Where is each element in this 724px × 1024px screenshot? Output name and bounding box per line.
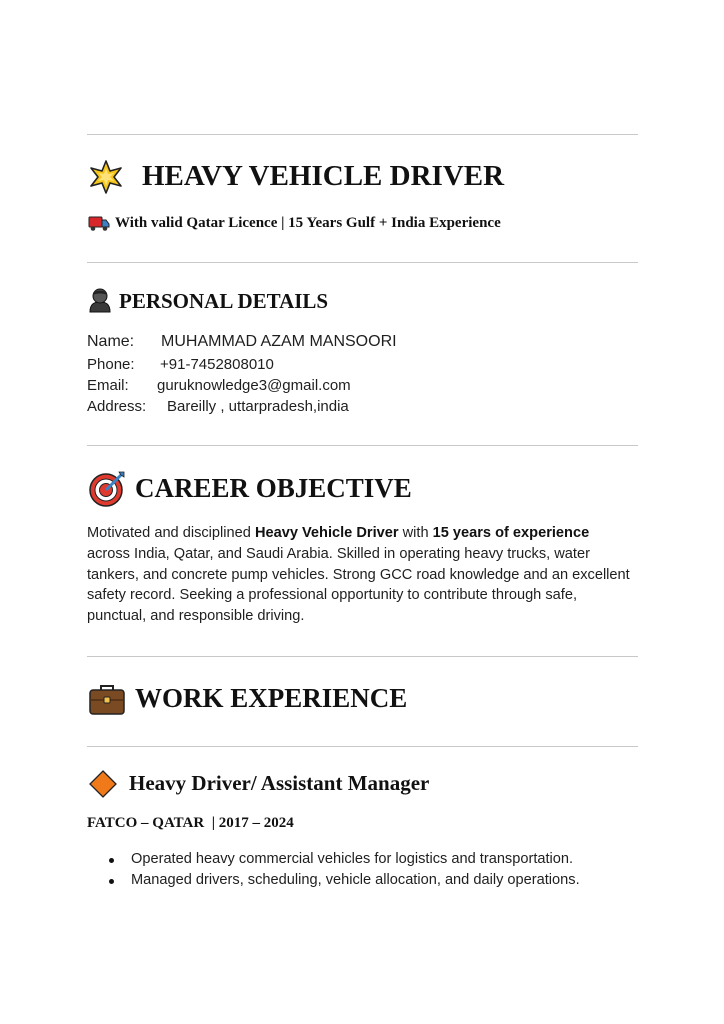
address-value: Bareilly , uttarpradesh,india [167,398,349,415]
address-row [87,398,349,415]
objective-bold-role: Heavy Vehicle Driver [254,525,399,541]
career-objective-heading: CAREER OBJECTIVE [135,473,412,503]
objective-bold-years: 15 years of experience [432,525,590,541]
email-row [87,377,351,394]
phone-label: Phone: [87,356,135,373]
career-objective-text [87,523,632,627]
job-role-title: Heavy Driver/ Assistant Manager [129,771,430,795]
truck-icon [88,215,110,232]
star-icon [88,159,124,195]
work-experience-heading: WORK EXPERIENCE [135,683,408,713]
company-line: FATCO – QATAR | 2017 – 2024 [87,815,294,831]
personal-details-heading: PERSONAL DETAILS [119,289,329,313]
name-value: MUHAMMAD AZAM MANSOORI [161,333,397,350]
objective-text-part: Motivated and disciplined [87,525,255,541]
divider [87,262,638,263]
target-icon [88,470,126,508]
list-item [87,870,607,891]
name-row [87,333,397,351]
bullet-text: Operated heavy commercial vehicles for logistics and transportation. [131,851,574,867]
bullet-dot [109,879,114,884]
divider [87,445,638,446]
briefcase-icon [89,683,125,715]
diamond-icon [89,770,117,798]
divider [87,656,638,657]
objective-text-part: with [398,525,433,541]
bullet-dot [109,858,114,863]
page-title: HEAVY VEHICLE DRIVER [142,160,505,192]
divider [87,746,638,747]
email-label: Email: [87,377,129,394]
subtitle: With valid Qatar Licence | 15 Years Gulf + India Experience [115,215,501,231]
address-label: Address: [87,398,147,415]
email-value: guruknowledge3@gmail.com [157,377,351,394]
list-item [87,849,607,870]
bullet-text: Managed drivers, scheduling, vehicle allocation, and daily operations. [131,872,580,888]
phone-value: +91-7452808010 [160,356,274,373]
person-icon [88,287,112,313]
experience-bullet-list [87,849,607,891]
objective-text-part: across India, Qatar, and Saudi Arabia. Skilled in operating heavy trucks, water tankers, and concrete pump vehicles. Strong GCC road knowledge and an excellent safety record. Seeking a professional opportunity to contribute through safe, punctual, and responsible driving. [87,545,630,625]
phone-row [87,356,274,373]
divider [87,134,638,135]
name-label: Name: [87,333,135,350]
